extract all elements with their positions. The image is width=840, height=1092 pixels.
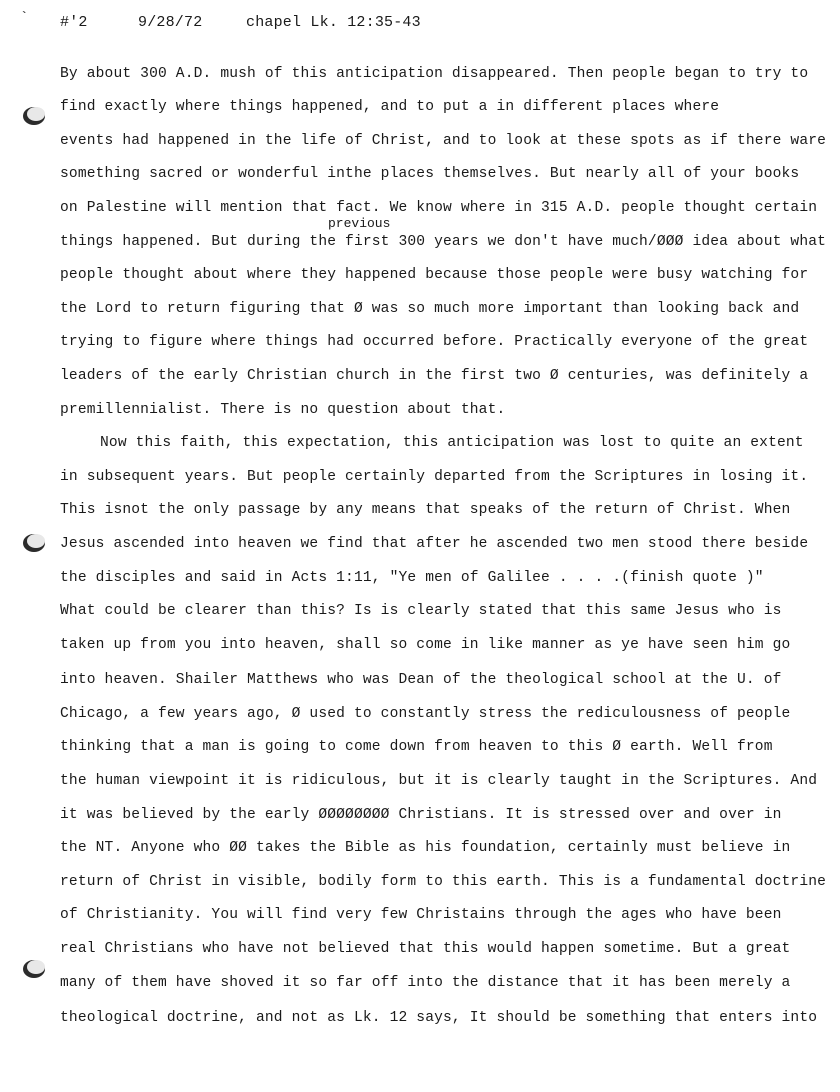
text-line: the NT. Anyone who ØØ takes the Bible as his foundation, certainly must believe in: [60, 840, 791, 856]
margin-mark: `: [20, 10, 29, 26]
text-line: into heaven. Shailer Matthews who was Dean of the theological school at the U. of: [60, 672, 782, 688]
interlinear-insertion: previous: [328, 216, 391, 231]
punch-hole-icon: [20, 104, 48, 128]
text-line: leaders of the early Christian church in the first two Ø centuries, was definitely a: [60, 368, 809, 384]
text-line: premillennialist. There is no question about that.: [60, 402, 506, 418]
document-date: 9/28/72: [138, 14, 203, 31]
text-line: thinking that a man is going to come down from heaven to this Ø earth. Well from: [60, 739, 773, 755]
text-line: on Palestine will mention that fact. We know where in 315 A.D. people thought certain: [60, 200, 818, 216]
text-line: taken up from you into heaven, shall so come in like manner as ye have seen him go: [60, 637, 791, 653]
text-line: events had happened in the life of Christ, and to look at these spots as if there ware: [60, 133, 827, 149]
text-line: Jesus ascended into heaven we find that after he ascended two men stood there beside: [60, 536, 809, 552]
text-line: the Lord to return figuring that Ø was so much more important than looking back and: [60, 301, 800, 317]
text-line: the human viewpoint it is ridiculous, but it is clearly taught in the Scriptures. And: [60, 773, 818, 789]
text-line: in subsequent years. But people certainly departed from the Scriptures in losing it.: [60, 469, 809, 485]
text-line: find exactly where things happened, and to put a in different places where: [60, 99, 720, 115]
text-line: something sacred or wonderful inthe places themselves. But nearly all of your books: [60, 166, 800, 182]
page-number: #'2: [60, 14, 88, 31]
text-line: things happened. But during the first 300 years we don't have much/ØØØ idea about what: [60, 234, 827, 250]
text-line: people thought about where they happened because those people were busy watching for: [60, 267, 809, 283]
text-line: By about 300 A.D. mush of this anticipation disappeared. Then people began to try to: [60, 66, 809, 82]
punch-hole-icon: [20, 957, 48, 981]
punch-hole-icon: [20, 531, 48, 555]
paragraph-start-line: Now this faith, this expectation, this anticipation was lost to quite an extent: [100, 435, 804, 451]
text-line: This isnot the only passage by any means that speaks of the return of Christ. When: [60, 502, 791, 518]
text-line: theological doctrine, and not as Lk. 12 says, It should be something that enters into: [60, 1010, 818, 1026]
document-title: chapel Lk. 12:35-43: [246, 14, 421, 31]
text-line: many of them have shoved it so far off into the distance that it has been merely a: [60, 975, 791, 991]
text-line: the disciples and said in Acts 1:11, "Ye men of Galilee . . . .(finish quote )": [60, 570, 764, 586]
text-line: What could be clearer than this? Is is clearly stated that this same Jesus who is: [60, 603, 782, 619]
text-line: real Christians who have not believed that this would happen sometime. But a great: [60, 941, 791, 957]
text-line: return of Christ in visible, bodily form to this earth. This is a fundamental doctrine: [60, 874, 827, 890]
text-line: of Christianity. You will find very few Christains through the ages who have been: [60, 907, 782, 923]
text-line: it was believed by the early ØØØØØØØØ Christians. It is stressed over and over in: [60, 807, 782, 823]
text-line: Chicago, a few years ago, Ø used to constantly stress the rediculousness of people: [60, 706, 791, 722]
text-line: trying to figure where things had occurred before. Practically everyone of the great: [60, 334, 809, 350]
